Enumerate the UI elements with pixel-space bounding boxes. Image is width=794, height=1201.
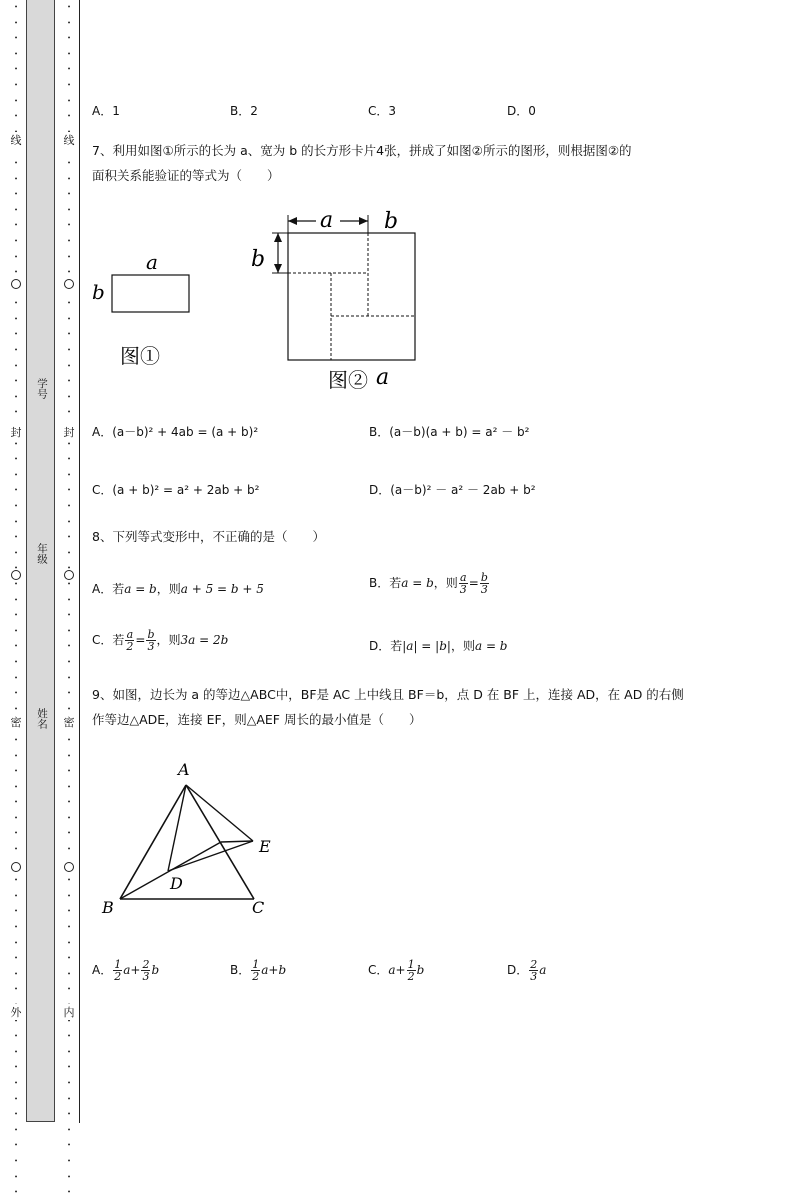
margin-dot: [64, 530, 74, 546]
margin-dot: [11, 1107, 21, 1123]
frac-den: 3: [530, 970, 538, 983]
margin-dot: [64, 327, 74, 343]
q9-d-frac1: [529, 959, 538, 982]
margin-dot: [64, 873, 74, 889]
q7-stem-line1: 7、利用如图①所示的长为 a、宽为 b 的长方形卡片4张，拼成了如图②所示的图形，则根据图②的: [92, 143, 632, 158]
margin-dot: [64, 733, 74, 749]
frac-den: 2: [252, 970, 260, 983]
q8-b-mid: ，则: [433, 576, 458, 590]
margin-dot: [11, 16, 21, 32]
margin-dot: [11, 62, 21, 78]
margin-dot: [64, 686, 74, 702]
q9-c-frac1: [407, 959, 416, 982]
margin-dot: [64, 16, 74, 32]
right-circle-mark: [64, 570, 74, 580]
margin-dot: [64, 47, 74, 63]
left-mark-mi: 密: [10, 716, 22, 729]
q9-option-a: [92, 959, 159, 982]
fig1-rectangle: [112, 275, 189, 312]
q7-stem-line2: 面积关系能验证的等式为（ ）: [92, 168, 280, 183]
fig2-caption: 图②: [328, 368, 368, 392]
prev-option-d: D．0: [507, 104, 536, 118]
frac-num: a: [126, 628, 134, 641]
margin-dot: [64, 94, 74, 110]
margin-dot: [64, 31, 74, 47]
fig1-label-a: a: [146, 250, 158, 274]
grade-label: [34, 543, 48, 569]
margin-dot: [11, 1123, 21, 1139]
prev-option-c: C．3: [368, 104, 397, 118]
q8-option-d: [369, 637, 508, 654]
margin-dot: [64, 593, 74, 609]
q8-option-b: [369, 572, 490, 595]
margin-dot: [11, 483, 21, 499]
q9-stem-line2: 作等边△ADE，连接 EF，则△AEF 周长的最小值是（ ）: [92, 712, 422, 727]
q7-option-b: B．(a－b)(a + b) = a² － b²: [369, 425, 530, 439]
frac-den: 3: [459, 583, 467, 596]
q9-a-frac1: [113, 959, 122, 982]
segment-DE: [168, 841, 253, 871]
margin-dot: [11, 31, 21, 47]
name-label: [34, 708, 48, 734]
margin-dot: [64, 1076, 74, 1092]
margin-dot: [11, 639, 21, 655]
margin-dot: [64, 0, 74, 16]
right-dot-column: [64, 0, 74, 1201]
margin-dot: [11, 1185, 21, 1201]
frac-den: 3: [147, 640, 155, 653]
left-mark-feng: 封: [10, 426, 22, 439]
q7-option-a: A．(a－b)² + 4ab = (a + b)²: [92, 425, 259, 439]
segment-AE: [186, 785, 253, 841]
frac-den: 2: [114, 970, 122, 983]
margin-dot: [64, 951, 74, 967]
margin-dot: [11, 967, 21, 983]
q7-figures: [90, 205, 430, 400]
right-mark-nei: 内: [63, 1006, 75, 1019]
frac-den: 2: [407, 970, 415, 983]
frac-num: 2: [530, 958, 538, 971]
margin-dot: [11, 1092, 21, 1108]
margin-dot: [11, 218, 21, 234]
margin-dot: [64, 639, 74, 655]
margin-dot: [64, 749, 74, 765]
fig2-arrowhead: [274, 233, 282, 242]
fig1-caption: 图①: [120, 344, 160, 368]
q9-option-d: [507, 959, 546, 982]
q8-d-mid: ，则: [450, 639, 475, 653]
margin-dot: [11, 608, 21, 624]
prev-option-a: A．1: [92, 104, 120, 118]
q8-d-prefix: D．若: [369, 639, 403, 653]
student-id-label: [34, 378, 48, 404]
margin-dot: [64, 359, 74, 375]
margin-dot: [11, 203, 21, 219]
q8-a-mid: ，则: [156, 582, 181, 596]
margin-rule: [79, 0, 80, 1123]
margin-dot: [64, 312, 74, 328]
frac-num: 1: [114, 958, 122, 971]
q8-option-c: [92, 629, 228, 652]
binding-margin: [0, 0, 90, 1123]
margin-dot: [64, 78, 74, 94]
margin-dot: [64, 374, 74, 390]
right-mark-feng: 封: [63, 426, 75, 439]
q8-c-mid: ，则: [156, 633, 181, 647]
point-label-B: B: [102, 898, 114, 917]
margin-dot: [64, 546, 74, 562]
q8-a-math: a = b: [124, 582, 157, 596]
margin-dot: [64, 826, 74, 842]
frac-num: b: [480, 571, 488, 584]
margin-dot: [64, 1185, 74, 1201]
margin-dot: [64, 655, 74, 671]
margin-dot: [11, 515, 21, 531]
q8-c-frac-a: [125, 629, 134, 652]
margin-dot: [11, 1045, 21, 1061]
margin-dot: [11, 343, 21, 359]
right-mark-mi: 密: [63, 716, 75, 729]
margin-dot: [11, 982, 21, 998]
margin-dot: [64, 1045, 74, 1061]
q9-a-prefix: A．: [92, 963, 113, 977]
frac-num: 1: [252, 958, 260, 971]
q8-a-math2: a + 5 = b + 5: [180, 582, 264, 596]
margin-dot: [11, 686, 21, 702]
frac-num: a: [460, 571, 467, 584]
q8-c-frac-b: [146, 629, 155, 652]
margin-dot: [64, 203, 74, 219]
margin-dot: [64, 1154, 74, 1170]
q8-c-prefix: C．若: [92, 633, 125, 647]
margin-dot: [11, 873, 21, 889]
margin-dot: [64, 234, 74, 250]
margin-dot: [11, 0, 21, 16]
margin-dot: [64, 624, 74, 640]
margin-dot: [11, 78, 21, 94]
margin-dot: [11, 733, 21, 749]
q8-stem: 8、下列等式变形中，不正确的是（ ）: [92, 529, 325, 544]
margin-dot: [64, 1029, 74, 1045]
q8-b-prefix: B．若: [369, 576, 402, 590]
name-label-text: 姓名: [36, 708, 48, 729]
margin-dot: [11, 499, 21, 515]
margin-dot: [64, 62, 74, 78]
q8-d-math2: a = b: [474, 639, 508, 653]
q8-option-a: [92, 580, 264, 597]
margin-dot: [64, 515, 74, 531]
q9-c-prefix: C．: [368, 963, 389, 977]
margin-dot: [11, 374, 21, 390]
margin-dot: [11, 1029, 21, 1045]
margin-dot: [64, 296, 74, 312]
margin-dot: [64, 920, 74, 936]
margin-dot: [64, 109, 74, 125]
margin-dot: [64, 811, 74, 827]
right-circle-mark: [64, 862, 74, 872]
margin-dot: [64, 218, 74, 234]
q9-triangle-figure: [96, 757, 296, 922]
margin-dot: [64, 499, 74, 515]
point-label-E: E: [259, 837, 271, 856]
left-mark-wai: 外: [10, 1006, 22, 1019]
margin-dot: [11, 250, 21, 266]
q8-b-frac-b: [480, 572, 489, 595]
margin-dot: [11, 593, 21, 609]
q8-b-frac-a: [459, 572, 468, 595]
q9-b-term1: a+b: [261, 963, 287, 977]
margin-dot: [11, 172, 21, 188]
margin-dot: [11, 187, 21, 203]
margin-dot: [11, 468, 21, 484]
margin-dot: [64, 452, 74, 468]
margin-dot: [11, 296, 21, 312]
point-label-A: A: [178, 760, 190, 779]
margin-dot: [64, 1107, 74, 1123]
margin-dot: [64, 904, 74, 920]
q9-b-prefix: B．: [230, 963, 251, 977]
fig2-label-b-left: b: [251, 247, 266, 272]
margin-dot: [11, 1170, 21, 1186]
margin-dot: [64, 405, 74, 421]
fig2-square: [288, 233, 415, 360]
q9-c-term0: a+: [388, 963, 406, 977]
margin-dot: [11, 156, 21, 172]
margin-dot: [11, 546, 21, 562]
student-id-label-text: 学号: [36, 378, 48, 399]
margin-dot: [11, 1138, 21, 1154]
q7-option-d: D．(a－b)² － a² － 2ab + b²: [369, 483, 536, 497]
margin-dot: [11, 951, 21, 967]
fig2-label-a-bottom: a: [376, 365, 390, 390]
q9-a-term1: a+: [123, 963, 141, 977]
frac-num: 2: [142, 958, 150, 971]
margin-dot: [64, 390, 74, 406]
margin-dot: [11, 405, 21, 421]
margin-dot: [11, 764, 21, 780]
margin-dot: [64, 967, 74, 983]
frac-den: 2: [126, 640, 134, 653]
q8-a-prefix: A．若: [92, 582, 125, 596]
fig1-label-b: b: [92, 280, 105, 304]
margin-dot: [11, 811, 21, 827]
q7-option-c: C．(a + b)² = a² + 2ab + b²: [92, 483, 260, 497]
margin-dot: [11, 624, 21, 640]
margin-dot: [11, 327, 21, 343]
margin-dot: [11, 1076, 21, 1092]
margin-dot: [64, 889, 74, 905]
margin-dot: [11, 94, 21, 110]
right-circle-mark: [64, 279, 74, 289]
margin-dot: [64, 936, 74, 952]
fig2-arrowhead: [274, 264, 282, 273]
q9-d-term1: a: [539, 963, 547, 977]
margin-dot: [11, 889, 21, 905]
q8-b-math: a = b: [401, 576, 434, 590]
q9-a-frac2: [141, 959, 150, 982]
margin-dot: [11, 671, 21, 687]
margin-dot: [64, 842, 74, 858]
q8-c-eq: =: [135, 633, 146, 647]
margin-dot: [64, 187, 74, 203]
left-circle-mark: [11, 570, 21, 580]
margin-dot: [64, 172, 74, 188]
q8-c-math: 3a = 2b: [180, 633, 229, 647]
margin-dot: [11, 452, 21, 468]
margin-dot: [11, 749, 21, 765]
q9-b-frac1: [251, 959, 260, 982]
q8-b-eq: =: [468, 576, 479, 590]
margin-dot: [64, 608, 74, 624]
margin-dot: [64, 671, 74, 687]
margin-dot: [64, 1123, 74, 1139]
fig2-label-b-top: b: [384, 209, 399, 234]
margin-dot: [64, 468, 74, 484]
margin-dot: [64, 780, 74, 796]
q9-a-term2: b: [151, 963, 160, 977]
margin-dot: [11, 842, 21, 858]
margin-dot: [11, 234, 21, 250]
q9-option-b: [230, 959, 286, 982]
q9-option-c: [368, 959, 424, 982]
margin-dot: [11, 359, 21, 375]
margin-dot: [11, 920, 21, 936]
margin-dot: [64, 764, 74, 780]
segment-EF: [221, 841, 253, 842]
left-dot-column: [11, 0, 21, 1201]
margin-dot: [11, 390, 21, 406]
margin-dot: [64, 483, 74, 499]
margin-dot: [11, 530, 21, 546]
left-circle-mark: [11, 279, 21, 289]
point-label-D: D: [170, 874, 183, 893]
margin-dot: [11, 795, 21, 811]
margin-dot: [11, 109, 21, 125]
margin-dot: [64, 1060, 74, 1076]
margin-dot: [64, 343, 74, 359]
margin-dot: [64, 795, 74, 811]
frac-den: 3: [480, 583, 488, 596]
margin-dot: [64, 156, 74, 172]
prev-option-b: B．2: [230, 104, 258, 118]
margin-dot: [11, 780, 21, 796]
margin-dot: [64, 982, 74, 998]
margin-dot: [11, 47, 21, 63]
frac-num: 1: [407, 958, 415, 971]
point-label-C: C: [252, 898, 265, 917]
q9-c-term1: b: [416, 963, 425, 977]
segment-AD: [168, 785, 186, 871]
margin-dot: [64, 1170, 74, 1186]
fig2-label-a-top: a: [320, 208, 334, 233]
fig2-arrowhead: [288, 217, 297, 225]
frac-den: 3: [142, 970, 150, 983]
margin-dot: [11, 312, 21, 328]
q9-d-prefix: D．: [507, 963, 529, 977]
frac-num: b: [147, 628, 155, 641]
left-mark-xian: 线: [10, 134, 22, 147]
margin-dot: [64, 1138, 74, 1154]
margin-dot: [11, 936, 21, 952]
margin-dot: [11, 1060, 21, 1076]
margin-dot: [64, 1092, 74, 1108]
q8-d-math: |a| = |b|: [402, 639, 451, 653]
grade-label-text: 年级: [36, 543, 48, 564]
margin-dot: [11, 904, 21, 920]
margin-dot: [64, 250, 74, 266]
left-circle-mark: [11, 862, 21, 872]
margin-dot: [11, 1154, 21, 1170]
margin-dot: [11, 655, 21, 671]
margin-dot: [11, 826, 21, 842]
right-mark-xian: 线: [63, 134, 75, 147]
q9-stem-line1: 9、如图，边长为 a 的等边△ABC中，BF是 AC 上中线且 BF＝b，点 D 在 BF 上，连接 AD，在 AD 的右侧: [92, 687, 684, 702]
fig2-arrowhead: [359, 217, 368, 225]
